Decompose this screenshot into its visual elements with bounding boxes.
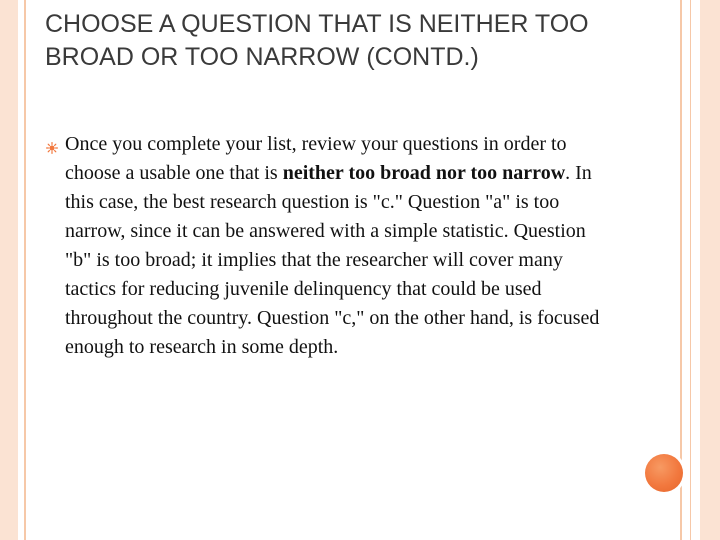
paragraph-emphasis: neither too broad nor too narrow <box>282 162 566 184</box>
slide-title: CHOOSE A QUESTION THAT IS NEITHER TOO BROAD OR TOO NARROW (CONTD.) <box>45 10 589 71</box>
paragraph-text-end: . In this case, the best research question is "c." Question "a" is too narrow, since it can be answered with a simple statistic. Question "b" is too broad; it implies that the researcher will cover many tactics for reducing juvenile delinquency that could be used throughout the country. Question "c," on the other hand, is focused enough to research in some depth. <box>65 162 600 358</box>
decorative-circle <box>642 451 686 495</box>
orange-circle-icon <box>645 454 683 492</box>
paragraph-text-start: Once you complete your list, review your questions in order to choose a usable one that is <box>65 133 567 184</box>
bullet-paragraph <box>65 130 610 362</box>
sun-bullet-icon <box>46 142 58 154</box>
right-decorative-line-thin <box>690 0 691 540</box>
left-decorative-line <box>24 0 26 540</box>
right-decorative-band <box>700 0 720 540</box>
left-decorative-band <box>0 0 18 540</box>
